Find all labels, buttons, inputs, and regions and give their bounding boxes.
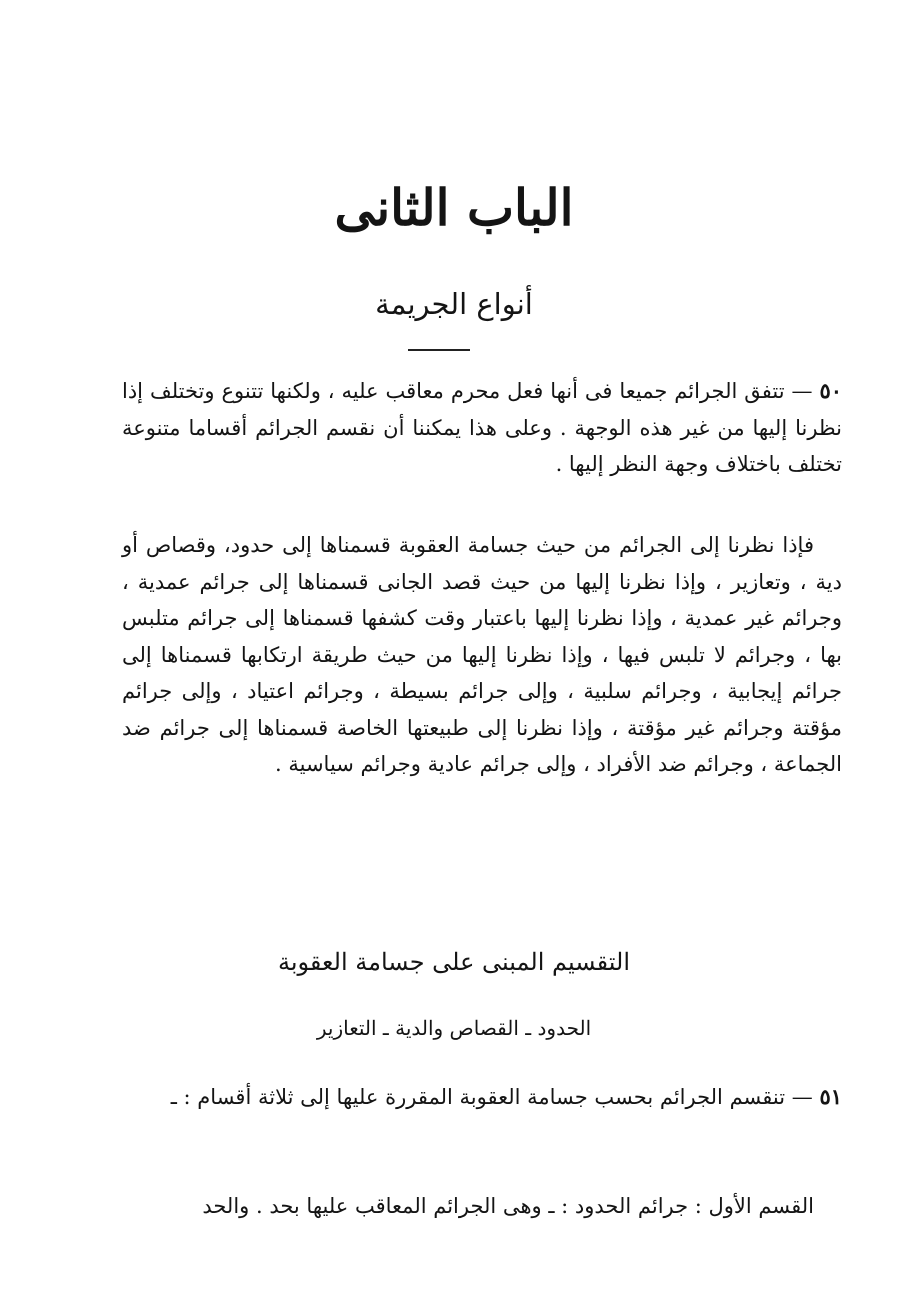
paragraph-text: — تتفق الجرائم جميعا فى أنها فعل محرم معاقب عليه ، ولكنها تتنوع وتختلف إذا نظرنا إليها من غير هذه الوجهة . وعلى هذا يمكننا أن نقسم الجرائم أقساما متنوعة تختلف باختلاف وجهة النظر إليها . (122, 379, 842, 476)
paragraph-50 (122, 373, 842, 483)
paragraph-number: ٥٠ (819, 378, 842, 403)
title-divider (408, 349, 470, 351)
section-subheading: الحدود ـ القصاص والدية ـ التعازير (316, 1016, 592, 1040)
paragraph-50-continued: فإذا نظرنا إلى الجرائم من حيث جسامة العقوبة قسمناها إلى حدود، وقصاص أو دية ، وتعازير ، وإذا نظرنا إليها من حيث قصد الجانى قسمناها إلى جرائم عمدية ، وجرائم غير عمدية ، وإذا نظرنا إليها باعتبار وقت كشفها قسمناها إلى جرائم متلبس بها ، وجرائم لا تلبس فيها ، وإذا نظرنا إليها من حيث طريقة ارتكابها قسمناها إلى جرائم إيجابية ، وجرائم سلبية ، وإلى جرائم بسيطة ، وجرائم اعتياد ، وإلى جرائم مؤقتة وجرائم غير مؤقتة ، وإذا نظرنا إلى طبيعتها الخاصة قسمناها إلى جرائم ضد الجماعة ، وجرائم ضد الأفراد ، وإلى جرائم عادية وجرائم سياسية . (122, 533, 842, 776)
paragraph-first-section: القسم الأول : جرائم الحدود : ـ وهى الجرائم المعاقب عليها بحد . والحد (202, 1194, 814, 1218)
section-heading: التقسيم المبنى على جسامة العقوبة (277, 948, 631, 976)
chapter-title: الباب الثانى (334, 178, 574, 237)
paragraph-51 (122, 1079, 842, 1116)
paragraph-text: — تنقسم الجرائم بحسب جسامة العقوبة المقررة عليها إلى ثلاثة أقسام : ـ (170, 1085, 820, 1109)
paragraph-number: ٥١ (819, 1084, 842, 1109)
chapter-subtitle: أنواع الجريمة (375, 287, 533, 321)
